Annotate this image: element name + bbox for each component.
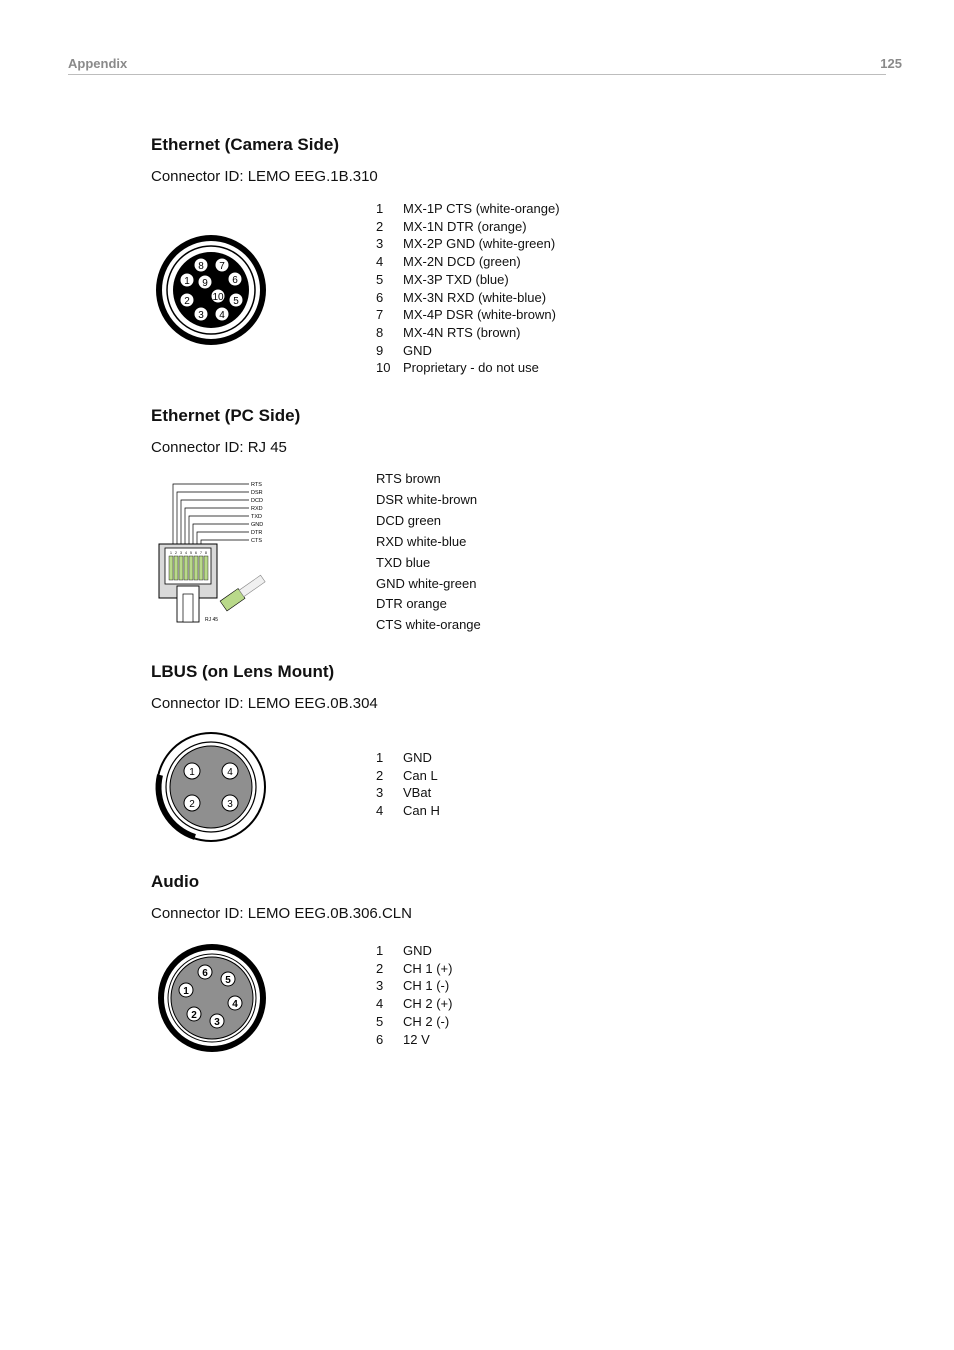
pin-number: 3 [376,978,384,994]
pin-list-audio [376,942,452,1048]
pin-description: CH 1 (-) [403,978,450,994]
pin-description: MX-4P DSR (white-brown) [403,307,556,323]
pin-description: Can H [403,803,440,819]
rj45-pin-digit: 2 [175,551,177,555]
pin-description: Can L [403,767,438,783]
rj45-signal-label: DTR [251,530,263,536]
lemo-6-pin-connector-diagram [150,937,275,1062]
signal-row: CTS white-orange [376,617,481,633]
pin-row [376,995,452,1013]
pin-row [376,289,560,307]
rj45-caption: RJ 45 [205,617,219,623]
pin-label: 5 [233,296,239,307]
pin-label: 3 [227,799,233,810]
pin-description: Proprietary - do not use [403,360,539,376]
pin-description: 12 V [403,1031,430,1047]
signal-row: RXD white-blue [376,533,467,549]
pin-number: 7 [376,307,384,323]
rj45-pin-digit: 1 [170,551,172,555]
signal-row: RTS brown [376,471,441,486]
pin-row [376,1013,452,1031]
pin-number: 1 [376,201,384,216]
running-header-section: Appendix [68,56,128,71]
rj45-signal-label: RTS [251,482,262,488]
pin-row [376,359,560,377]
pin-description: MX-4N RTS (brown) [403,324,521,340]
pin-row [376,235,560,253]
pin-label: 2 [184,296,190,307]
rj45-signal-label: GND [251,522,264,528]
pin-description: GND [403,943,432,958]
pin-number: 4 [376,254,384,270]
pin-label: 9 [202,278,208,289]
pin-label: 7 [219,261,225,272]
pin-label: 3 [198,310,204,321]
section-ethernet-pc [151,406,891,456]
lemo-10-pin-connector-diagram [150,228,275,353]
pin-label: 4 [227,767,233,778]
pin-label: 10 [212,292,224,303]
pin-list-lbus [376,749,440,820]
pin-number: 9 [376,342,384,358]
pin-number: 1 [376,943,384,958]
page-number: 125 [880,56,902,71]
pin-number: 4 [376,803,384,819]
section-title: Ethernet (Camera Side) [151,135,339,154]
pin-row [376,200,560,218]
pin-description: MX-2N DCD (green) [403,254,521,270]
pin-number: 8 [376,324,384,340]
section-title: LBUS (on Lens Mount) [151,662,335,681]
pin-description: MX-1N DTR (orange) [403,218,527,234]
pin-label: 4 [219,310,225,321]
pin-number: 4 [376,996,384,1012]
pin-label: 3 [214,1017,220,1028]
signal-row: TXD blue [376,554,431,570]
rj45-connector-diagram [155,476,275,628]
pin-row [376,960,452,978]
pin-number: 2 [376,218,384,234]
pin-row [376,271,560,289]
signal-row: DTR orange [376,596,447,612]
rj45-pin-digit: 4 [185,551,187,555]
pin-description: MX-2P GND (white-green) [403,236,556,252]
pin-row [376,253,560,271]
pin-row [376,802,440,820]
signal-list-ethernet-pc [376,469,481,636]
pin-label: 6 [232,275,238,286]
connector-id: Connector ID: LEMO EEG.1B.310 [151,168,378,185]
rj45-signal-label: DCD [251,498,263,504]
pin-description: GND [403,342,432,358]
signal-row: GND white-green [376,575,477,591]
pin-description: CH 2 (-) [403,1013,450,1029]
connector-id: Connector ID: LEMO EEG.0B.304 [151,695,378,712]
pin-label: 1 [189,767,195,778]
pin-row [376,1031,452,1049]
section-lbus [151,662,891,712]
rj45-pin-digit: 7 [200,551,202,555]
pin-row [376,767,440,785]
pin-number: 10 [376,360,391,376]
pin-number: 1 [376,750,384,765]
rj45-pin-digit: 8 [205,551,207,555]
connector-id: Connector ID: RJ 45 [151,439,287,456]
rj45-signal-label: RXD [251,506,263,512]
lemo-4-pin-connector-diagram [150,725,275,850]
pin-row [376,749,440,767]
pin-row [376,324,560,342]
section-title: Ethernet (PC Side) [151,406,301,425]
rj45-signal-label: DSR [251,490,263,496]
pin-label: 1 [184,276,190,287]
pin-description: GND [403,750,432,765]
pin-row [376,306,560,324]
pin-number: 6 [376,1031,384,1047]
pin-description: MX-3P TXD (blue) [403,271,509,287]
rj45-pin-digit: 5 [190,551,192,555]
pin-row [376,942,452,960]
section-title: Audio [151,872,200,891]
pin-row [376,342,560,360]
pin-label: 2 [189,799,195,810]
section-ethernet-camera [151,135,891,185]
pin-label: 6 [202,968,208,979]
connector-id: Connector ID: LEMO EEG.0B.306.CLN [151,905,412,922]
pin-description: MX-3N RXD (white-blue) [403,289,547,305]
pin-number: 6 [376,289,384,305]
signal-row: DCD green [376,512,442,528]
pin-number: 3 [376,236,384,252]
rj45-pin-digit: 3 [180,551,182,555]
pin-number: 2 [376,767,384,783]
pin-description: CH 2 (+) [403,996,453,1012]
pin-description: CH 1 (+) [403,960,453,976]
rj45-signal-label: CTS [251,538,262,544]
pin-list-ethernet-camera [376,200,560,377]
pin-label: 1 [183,986,189,997]
pin-row [376,218,560,236]
pin-label: 2 [191,1010,197,1021]
pin-description: VBat [403,785,432,801]
pin-number: 3 [376,785,384,801]
signal-row: DSR white-brown [376,491,478,507]
pin-label: 4 [232,999,238,1010]
pin-row [376,784,440,802]
pin-number: 5 [376,1013,384,1029]
pin-number: 2 [376,960,384,976]
pin-label: 5 [225,975,231,986]
pin-description: MX-1P CTS (white-orange) [403,201,560,216]
section-audio [151,872,891,922]
pin-row [376,977,452,995]
pin-label: 8 [198,261,204,272]
header-rule [68,74,886,75]
rj45-pin-digit: 6 [195,551,197,555]
pin-number: 5 [376,271,384,287]
rj45-signal-label: TXD [251,514,262,520]
